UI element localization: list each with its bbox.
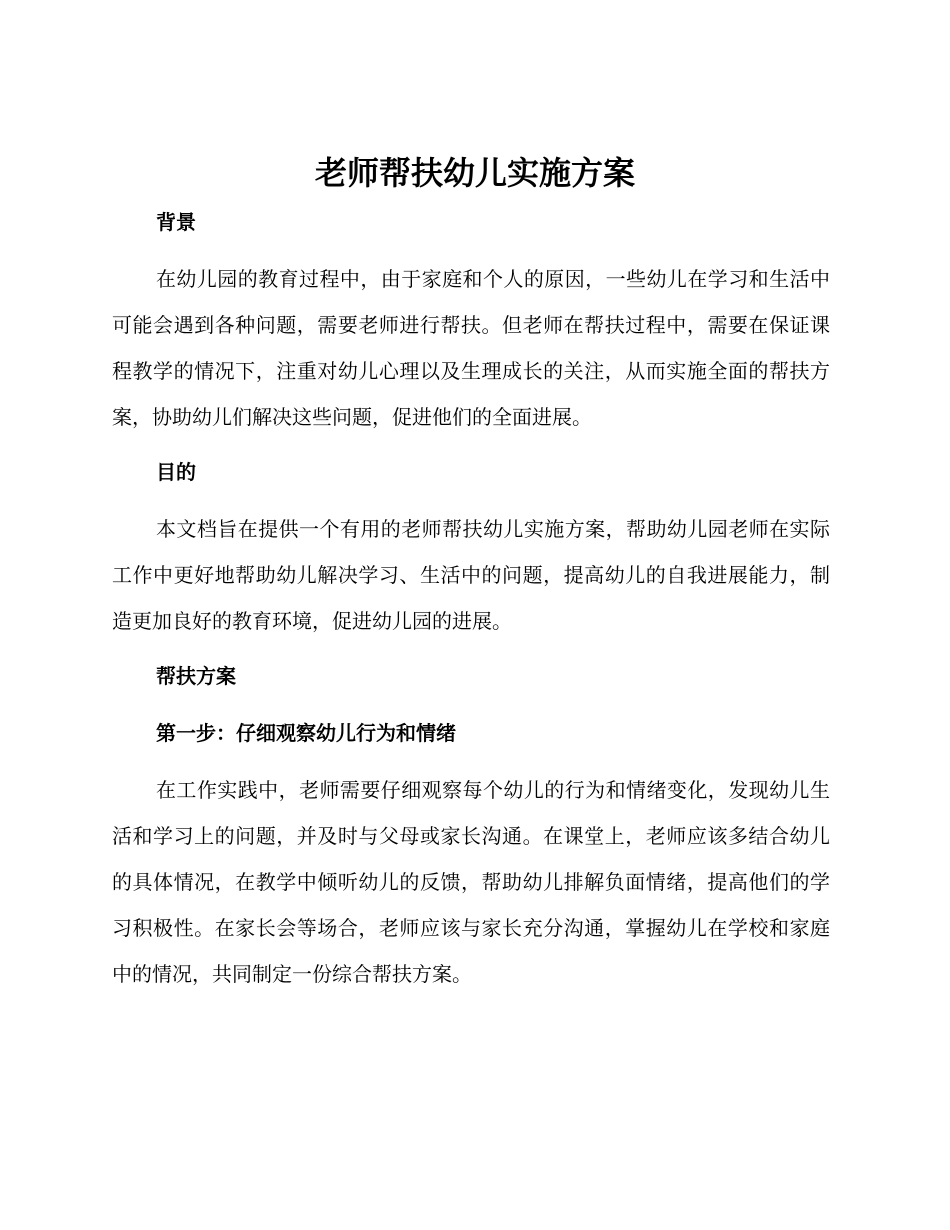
- paragraph-purpose: 本文档旨在提供一个有用的老师帮扶幼儿实施方案，帮助幼儿园老师在实际工作中更好地帮助幼儿解决学习、生活中的问题，提高幼儿的自我进展能力，制造更加良好的教育环境，促进幼儿园的进展。: [112, 517, 830, 633]
- section-heading-step1: 第一步：仔细观察幼儿行为和情绪: [156, 721, 456, 745]
- document-title: 老师帮扶幼儿实施方案: [314, 154, 635, 192]
- paragraph-step1: 在工作实践中，老师需要仔细观察每个幼儿的行为和情绪变化，发现幼儿生活和学习上的问题，并及时与父母或家长沟通。在课堂上，老师应该多结合幼儿的具体情况，在教学中倾听幼儿的反馈，帮助幼儿排解负面情绪，提高他们的学习积极性。在家长会等场合，老师应该与家长充分沟通，掌握幼儿在学校和家庭中的情况，共同制定一份综合帮扶方案。: [112, 778, 830, 986]
- section-heading-background: 背景: [156, 210, 196, 234]
- paragraph-background: 在幼儿园的教育过程中，由于家庭和个人的原因，一些幼儿在学习和生活中可能会遇到各种问题，需要老师进行帮扶。但老师在帮扶过程中，需要在保证课程教学的情况下，注重对幼儿心理以及生理成长的关注，从而实施全面的帮扶方案，协助幼儿们解决这些问题，促进他们的全面进展。: [112, 267, 830, 429]
- section-heading-purpose: 目的: [156, 460, 196, 484]
- section-heading-plan: 帮扶方案: [156, 664, 236, 688]
